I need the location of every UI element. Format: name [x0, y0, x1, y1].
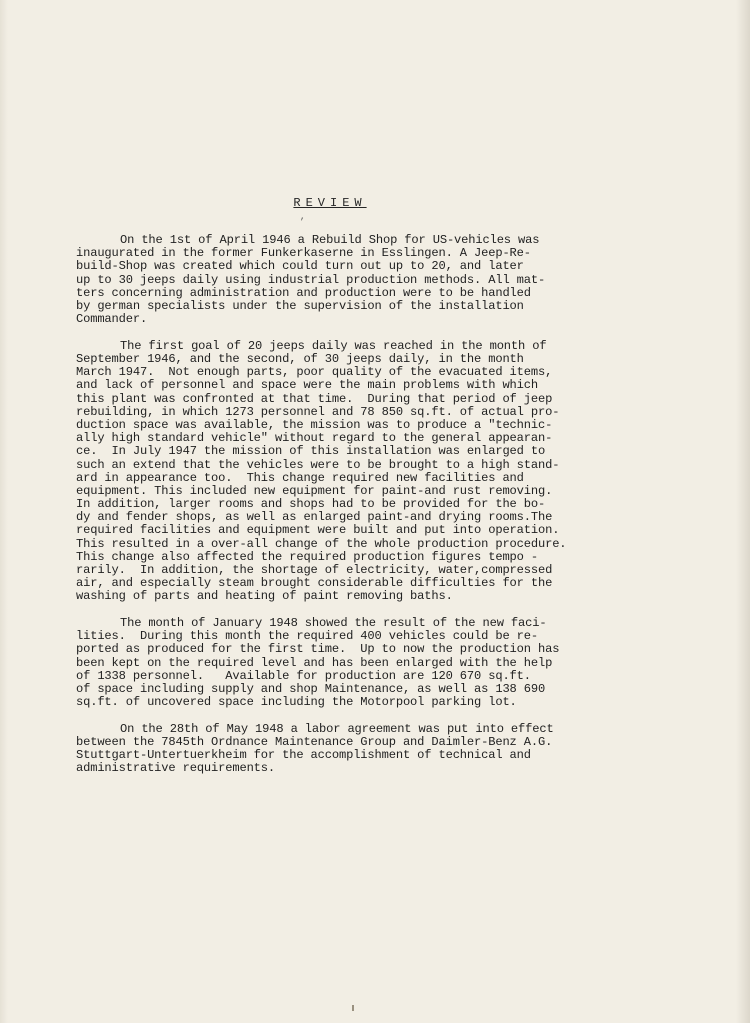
text-line: up to 30 jeeps daily using industrial production methods. All mat-	[76, 272, 546, 287]
text-line: ported as produced for the first time. Up to now the production has	[76, 642, 560, 657]
text-line: inaugurated in the former Funkerkaserne in Esslingen. A Jeep-Re-	[76, 246, 531, 261]
text-line: ally high standard vehicle" without regard to the general appearan-	[76, 431, 553, 446]
text-line: administrative requirements.	[76, 761, 276, 776]
text-line: equipment. This included new equipment for paint-and rust removing.	[76, 483, 553, 498]
text-line: Stuttgart-Untertuerkheim for the accomplishment of technical and	[76, 748, 531, 763]
text-line: lities. During this month the required 400 vehicles could be re-	[76, 629, 538, 644]
text-line: duction space was available, the mission was to produce a "technic-	[76, 417, 553, 432]
paragraph-3	[76, 617, 676, 709]
text-line: March 1947. Not enough parts, poor quality of the evacuated items,	[76, 365, 553, 380]
text-line: ters concerning administration and production were to be handled	[76, 285, 531, 300]
text-line: such an extend that the vehicles were to be brought to a high stand-	[76, 457, 560, 472]
text-line: Commander.	[76, 312, 148, 327]
text-line: air, and especially steam brought considerable difficulties for the	[76, 576, 553, 591]
text-line: September 1946, and the second, of 30 jeeps daily, in the month	[76, 352, 524, 366]
page-right-edge-shadow	[736, 0, 750, 1023]
text-line: rarily. In addition, the shortage of electricity, water,compressed	[76, 563, 553, 577]
text-line: On the 28th of May 1948 a labor agreement was put into effect	[120, 721, 554, 736]
paragraph-4	[76, 723, 676, 776]
text-line: been kept on the required level and has been enlarged with the help	[76, 655, 553, 670]
text-line: rebuilding, in which 1273 personnel and 78 850 sq.ft. of actual pro-	[76, 404, 560, 419]
text-line: build-Shop was created which could turn out up to 20, and later	[76, 259, 524, 274]
text-line: The month of January 1948 showed the result of the new faci-	[120, 616, 547, 631]
text-line: and lack of personnel and space were the main problems with which	[76, 378, 538, 393]
text-line: ard in appearance too. This change required new facilities and	[76, 470, 524, 485]
text-line: The first goal of 20 jeeps daily was reached in the month of	[120, 338, 547, 353]
text-line: required facilities and equipment were built and put into operation.	[76, 523, 560, 538]
title-mark: ,	[300, 212, 306, 222]
text-line: between the 7845th Ordnance Maintenance Group and Daimler-Benz A.G.	[76, 735, 553, 750]
text-line: This change also affected the required production figures tempo -	[76, 549, 538, 564]
page-mark	[352, 1005, 354, 1011]
text-line: by german specialists under the supervision of the installation	[76, 298, 524, 313]
text-line: washing of parts and heating of paint removing baths.	[76, 589, 453, 604]
text-line: dy and fender shops, as well as enlarged paint-and drying rooms.The	[76, 510, 553, 525]
page-title: REVIEW	[293, 196, 367, 210]
paragraph-1	[76, 234, 676, 326]
page-left-edge	[0, 0, 8, 1023]
text-line: This resulted in a over-all change of the whole production procedure.	[76, 536, 567, 551]
text-line: ce. In July 1947 the mission of this installation was enlarged to	[76, 444, 546, 459]
text-line: In addition, larger rooms and shops had to be provided for the bo-	[76, 497, 546, 512]
text-line: of 1338 personnel. Available for production are 120 670 sq.ft.	[76, 668, 531, 683]
document-body	[76, 234, 676, 789]
text-line: On the 1st of April 1946 a Rebuild Shop for US-vehicles was	[120, 233, 540, 247]
text-line: sq.ft. of uncovered space including the Motorpool parking lot.	[76, 695, 517, 710]
paragraph-2	[76, 340, 676, 604]
text-line: of space including supply and shop Maintenance, as well as 138 690	[76, 682, 546, 696]
text-line: this plant was confronted at that time. During that period of jeep	[76, 391, 553, 406]
